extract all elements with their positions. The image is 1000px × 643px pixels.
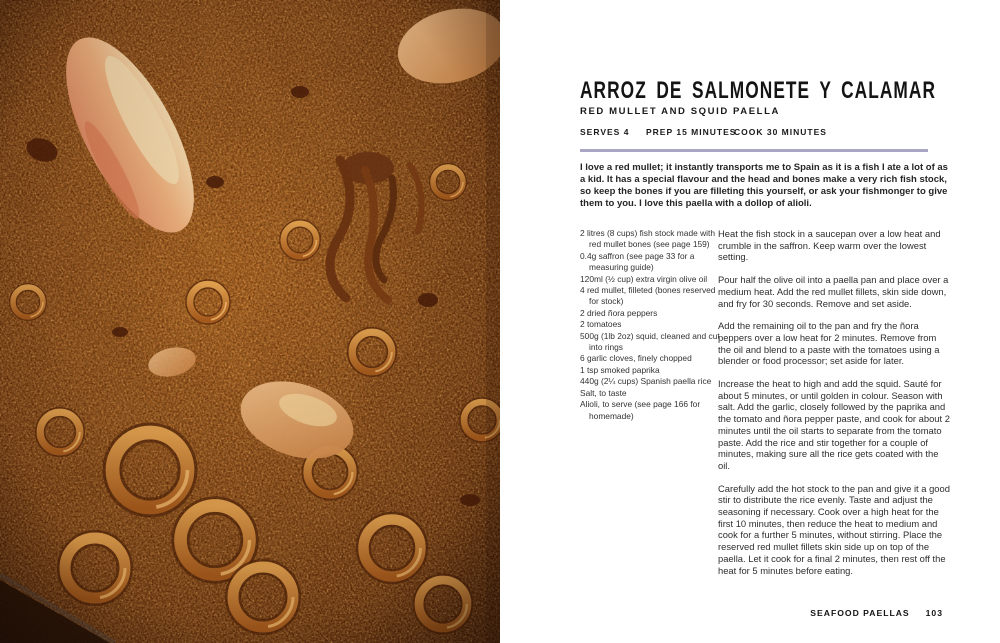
ingredient-item: Salt, to taste	[580, 387, 627, 398]
ingredient-item: 120ml (½ cup) extra virgin olive oil	[580, 273, 708, 284]
method-paragraph: Add the remaining oil to the pan and fry the ñora peppers over a low heat for 2 minutes. Remove from the oil and blend to a paste with the tomatoes using a blender or food processor; set aside for later.	[718, 320, 940, 367]
recipe-subtitle: RED MULLET AND SQUID PAELLA	[580, 106, 780, 117]
ingredient-item: 2 litres (8 cups) fish stock made with red mullet bones (see page 159)	[580, 228, 715, 250]
ingredient-item: 440g (2¼ cups) Spanish paella rice	[580, 376, 712, 387]
ingredient-item: 4 red mullet, filleted (bones reserved for stock)	[580, 285, 716, 307]
serves-label: SERVES 4	[580, 127, 630, 137]
method-paragraph: Carefully add the hot stock to the pan and give it a good stir to distribute the rice evenly. Taste and adjust the seasoning if necessary. Cook over a high heat for the first 10 minutes, then reduce the heat to medium and cook for a further 5 minutes, without stirring. Place the reserved red mullet fillets skin side up on top of the paella. Let it cook for a final 2 minutes, then rest off the heat for 5 minutes before eating.	[718, 482, 950, 576]
prep-time-label: PREP 15 MINUTES	[646, 127, 737, 137]
footer-section-label: SEAFOOD PAELLAS	[810, 608, 910, 618]
ingredient-item: 6 garlic cloves, finely chopped	[580, 353, 692, 364]
footer-page-number: 103	[925, 608, 943, 618]
method-paragraph: Heat the fish stock in a saucepan over a low heat and crumble in the saffron. Keep warm over the lowest setting.	[718, 228, 941, 263]
page-footer	[580, 608, 943, 618]
cook-time-label: COOK 30 MINUTES	[734, 127, 827, 137]
ingredient-item: 500g (1lb 2oz) squid, cleaned and cut into rings	[580, 330, 720, 353]
method-paragraphs	[718, 228, 951, 587]
recipe-title: ARROZ DE SALMONETE Y CALAMAR	[580, 77, 937, 104]
method-paragraph: Pour half the olive oil into a paella pan and place over a medium heat. Add the red mullet fillets, skin side down, and fry for 30 seconds. Remove and set aside.	[718, 274, 949, 309]
recipe-page	[500, 0, 1000, 643]
method-paragraph: Increase the heat to high and add the squid. Sauté for about 5 minutes, or until golden in colour. Season with salt. Add the garlic, closely followed by the paprika and the tomato and ñora pepper paste, and cook for about 2 minutes until the oil starts to separate from the tomato paste. Add the rice and stir together for a couple of minutes, making sure all the rice gets coated with the oil.	[718, 378, 950, 471]
intro-paragraph: I love a red mullet; it instantly transports me to Spain as it is a fish I ate a lot of as a kid. It has a special flavour and the head and bones make a very rich fish stock, so keep the bones if you are filleting this yourself, or ask your fishmonger to give them to you. I love this paella with a dollop of alioli.	[580, 162, 948, 210]
ingredient-item: 2 tomatoes	[580, 319, 622, 330]
ingredients-list	[580, 228, 721, 422]
ingredient-item: 2 dried ñora peppers	[580, 307, 658, 318]
ingredient-item: 0.4g saffron (see page 33 for a measuring guide)	[580, 250, 695, 273]
divider-rule	[580, 149, 928, 152]
recipe-meta-row	[580, 127, 940, 137]
ingredient-item: 1 tsp smoked paprika	[580, 364, 660, 375]
ingredient-item: Alioli, to serve (see page 166 for homemade)	[580, 399, 701, 421]
